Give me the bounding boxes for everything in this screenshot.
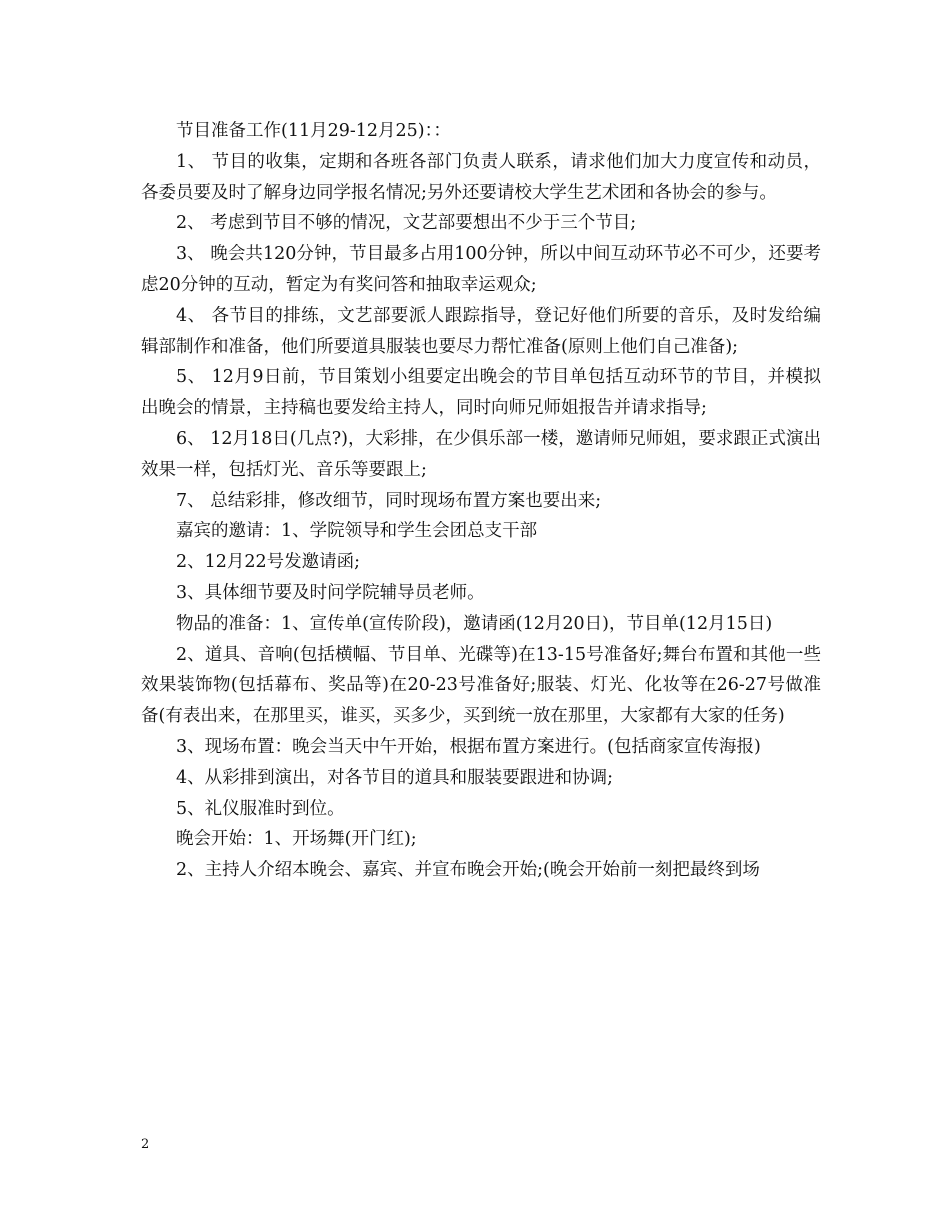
paragraph-item-7: 7、 总结彩排，修改细节，同时现场布置方案也要出来; <box>176 490 602 511</box>
paragraph-materials-1: 物品的准备：1、宣传单(宣传阶段)，邀请函(12月20日)，节目单(12月15日) <box>176 613 773 634</box>
paragraph-materials-3: 3、现场布置：晚会当天中午开始，根据布置方案进行。(包括商家宣传海报) <box>176 736 761 757</box>
paragraph-item-6: 6、 12月18日(几点?)，大彩排，在少俱乐部一楼，邀请师兄师姐，要求跟正式演出效果一样，包括灯光、音乐等要跟上; <box>141 428 821 480</box>
paragraph-guest-invitation-1: 嘉宾的邀请：1、学院领导和学生会团总支干部 <box>176 521 538 542</box>
paragraph-item-3: 3、 晚会共120分钟，节目最多占用100分钟，所以中间互动环节必不可少，还要考虑20分钟的互动，暂定为有奖问答和抽取幸运观众; <box>141 244 821 295</box>
document-body <box>141 116 821 886</box>
paragraph-item-1: 1、 节目的收集，定期和各班各部门负责人联系，请求他们加大力度宣传和动员，各委员要及时了解身边同学报名情况;另外还要请校大学生艺术团和各协会的参与。 <box>141 151 821 203</box>
paragraph-materials-5: 5、礼仪服准时到位。 <box>176 798 345 819</box>
paragraph-gala-start-2: 2、主持人介绍本晚会、嘉宾、并宣布晚会开始;(晚会开始前一刻把最终到场 <box>176 860 760 881</box>
paragraph-gala-start-1: 晚会开始：1、开场舞(开门红); <box>176 829 417 850</box>
paragraph-materials-4: 4、从彩排到演出，对各节目的道具和服装要跟进和协调; <box>176 767 614 788</box>
paragraph-materials-2: 2、道具、音响(包括横幅、节目单、光碟等)在13-15号准备好;舞台布置和其他一些效果装饰物(包括幕布、奖品等)在20-23号准备好;服装、灯光、化妆等在26-27号做准备(有表出来，在那里买，谁买，买多少，买到统一放在那里，大家都有大家的任务) <box>141 644 821 727</box>
paragraph-guest-invitation-3: 3、具体细节要及时问学院辅导员老师。 <box>176 582 485 603</box>
paragraph-item-4: 4、 各节目的排练，文艺部要派人跟踪指导，登记好他们所要的音乐，及时发给编辑部制作和准备，他们所要道具服装也要尽力帮忙准备(原则上他们自己准备); <box>141 305 821 357</box>
paragraph-guest-invitation-2: 2、12月22号发邀请函; <box>176 552 361 573</box>
page-number: 2 <box>141 1137 150 1152</box>
paragraph-item-5: 5、 12月9日前，节目策划小组要定出晚会的节目单包括互动环节的节目，并模拟出晚会的情景，主持稿也要发给主持人，同时向师兄师姐报告并请求指导; <box>141 367 821 419</box>
paragraph-item-2: 2、 考虑到节目不够的情况，文艺部要想出不少于三个节目; <box>176 213 637 234</box>
paragraph-section-heading-program-prep: 节目准备工作(11月29-12月25)：： <box>176 121 451 141</box>
